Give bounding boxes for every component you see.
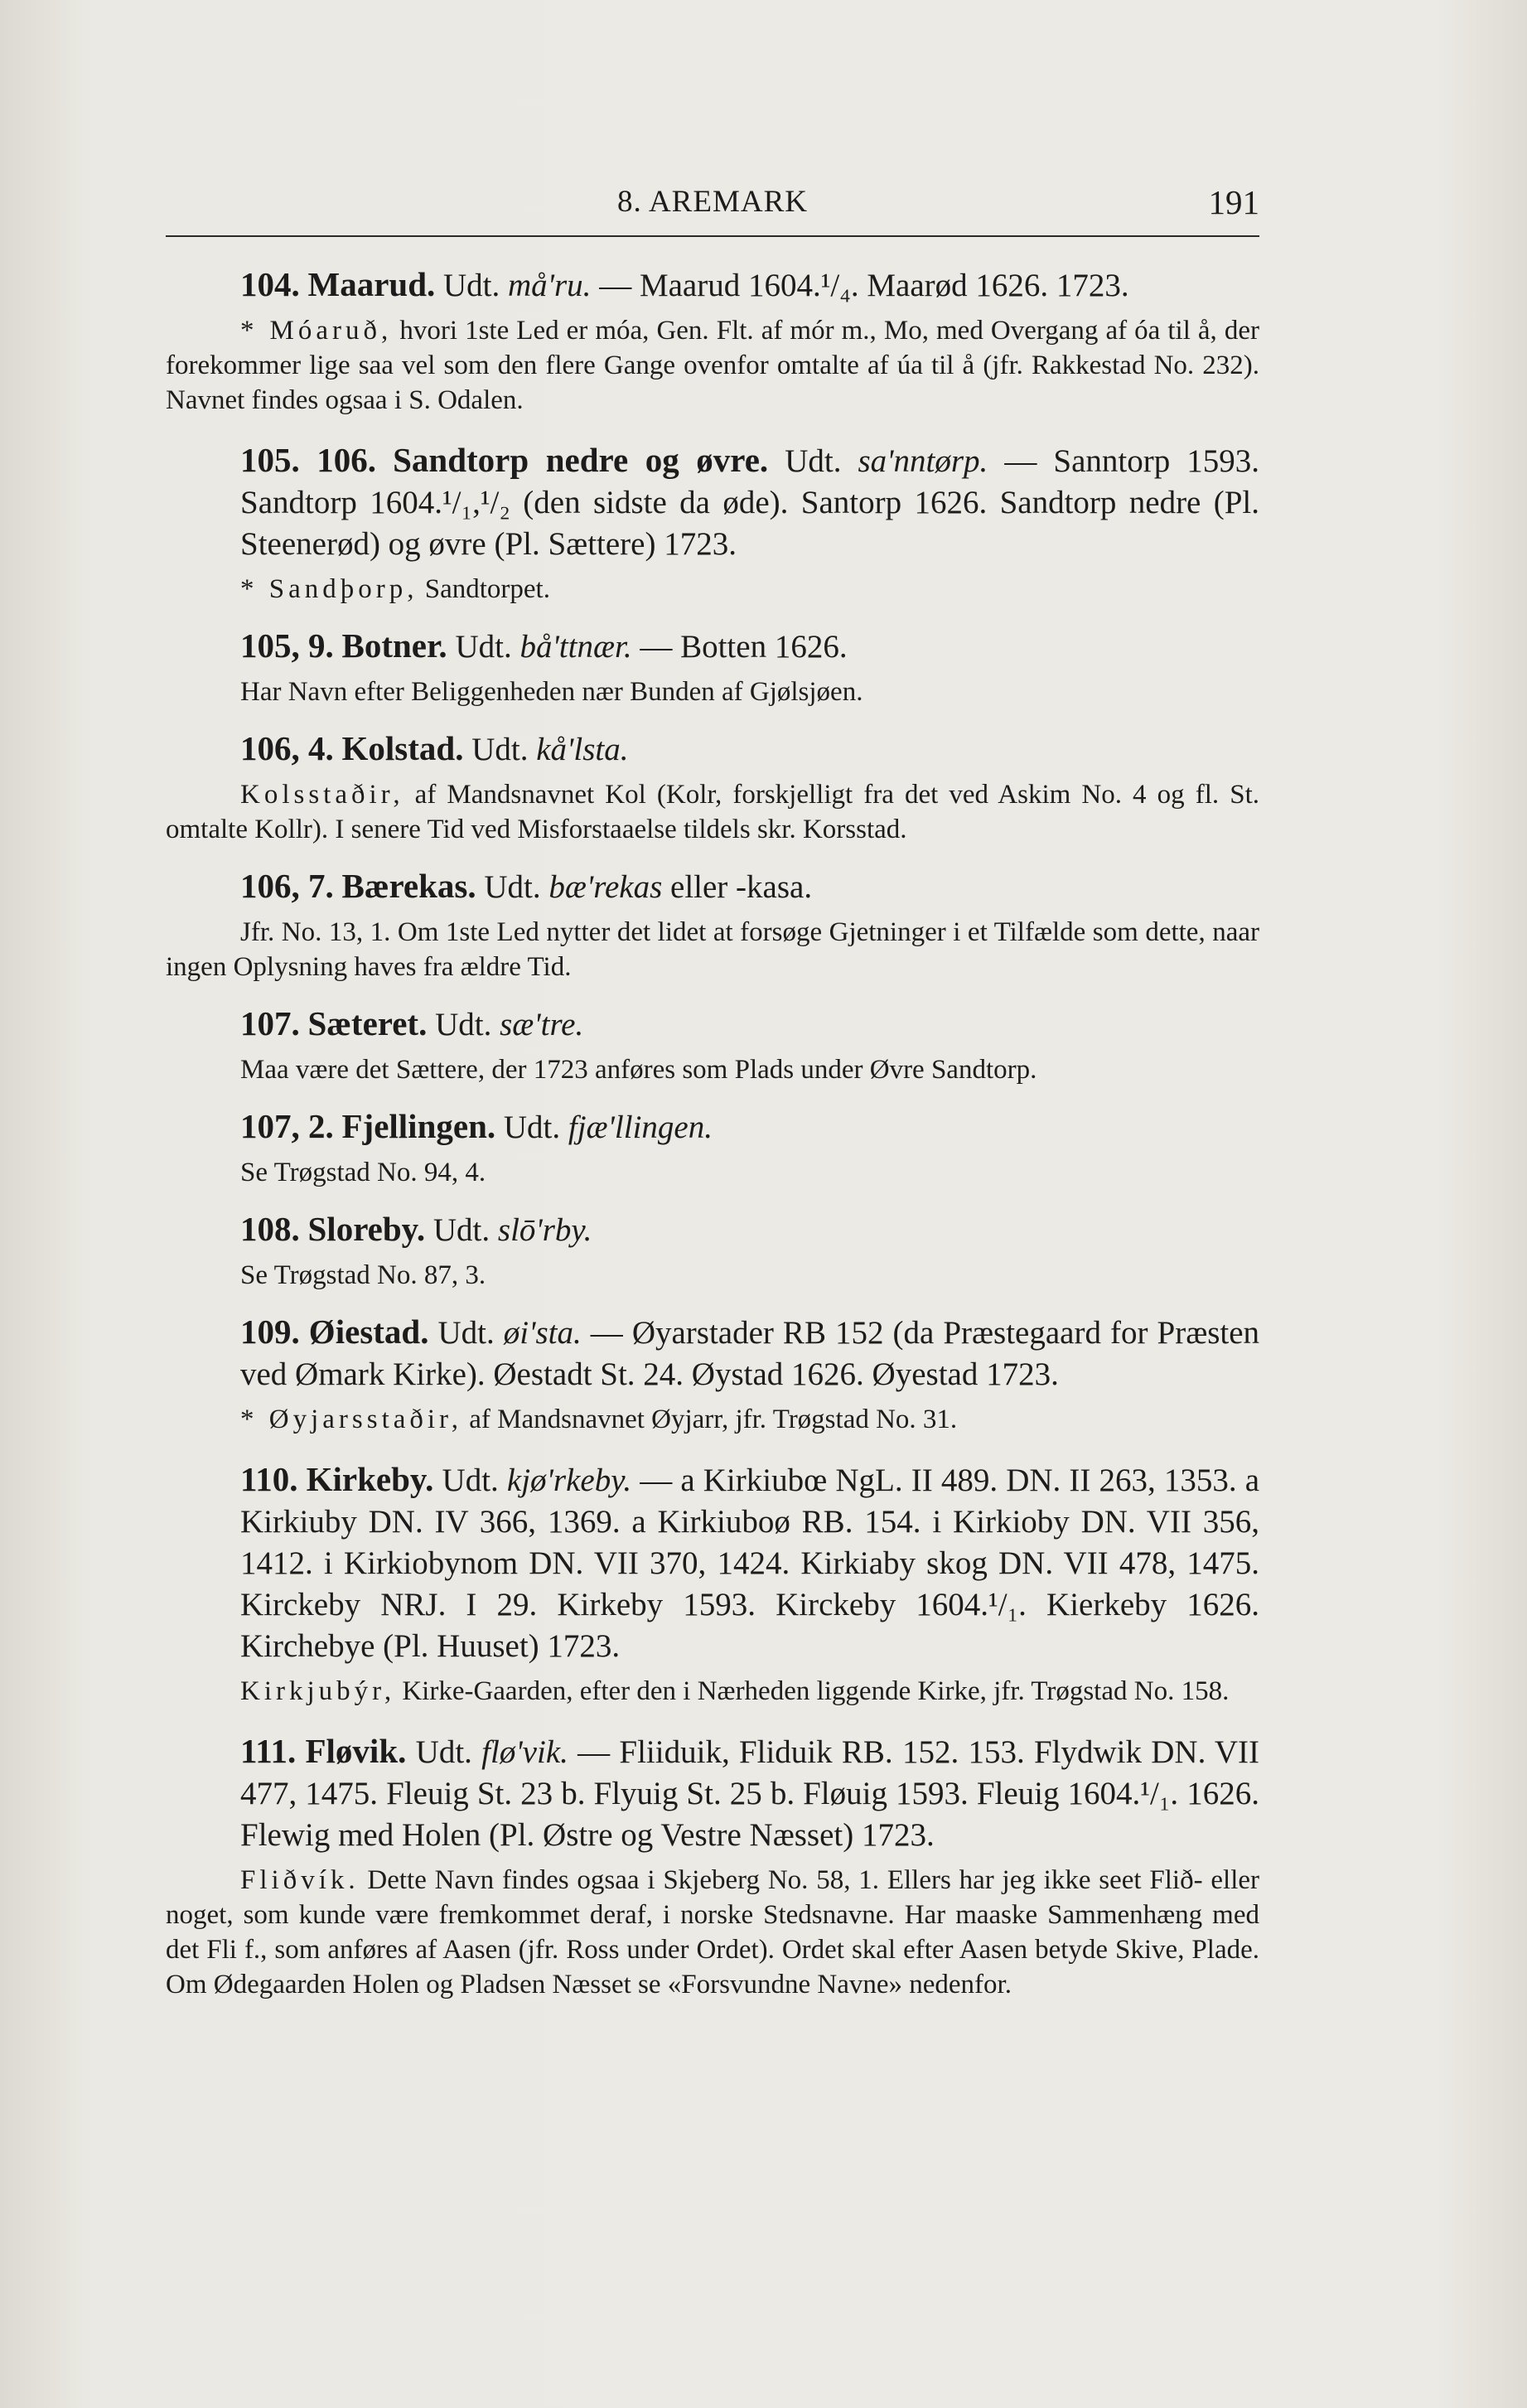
- udt-label: Udt.: [503, 1110, 561, 1145]
- entry-105-106: [166, 439, 1259, 607]
- pronunciation: kjø'rkeby.: [506, 1463, 632, 1498]
- entry-name: Øiestad.: [308, 1313, 429, 1351]
- entry-note: [166, 777, 1259, 847]
- entry-111: [166, 1730, 1259, 2002]
- entry-main: [166, 1208, 1259, 1251]
- entry-number: 108.: [240, 1210, 300, 1248]
- entry-main: [166, 439, 1259, 565]
- entry-number: 105. 106.: [240, 441, 377, 479]
- entry-105-9: [166, 625, 1259, 709]
- note-text: Se Trøgstad No. 94, 4.: [240, 1158, 486, 1187]
- note-text: af Mandsnavnet Kol (Kolr, forskjelligt fra det ved Askim No. 4 og fl. St. omtalte Kollr). I senere Tid ved Misforstaaelse tildels skr. Korsstad.: [166, 780, 1259, 844]
- entry-number: 107.: [240, 1004, 300, 1042]
- entry-name: Maarud.: [307, 265, 436, 303]
- pronunciation: bæ'rekas: [548, 869, 663, 905]
- entry-108: [166, 1208, 1259, 1293]
- entry-110: [166, 1458, 1259, 1709]
- pronunciation: slō'rby.: [497, 1212, 592, 1248]
- entry-number: 111.: [240, 1732, 297, 1770]
- pronunciation: øi'sta.: [503, 1315, 582, 1351]
- entry-number: 105, 9.: [240, 626, 334, 665]
- udt-label: Udt.: [455, 629, 512, 665]
- udt-label: Udt.: [785, 443, 842, 479]
- pronunciation: bå'ttnær.: [519, 629, 632, 665]
- pronunciation: sæ'tre.: [500, 1007, 584, 1042]
- entry-name: Sloreby.: [307, 1210, 426, 1248]
- entry-name: Kirkeby.: [306, 1460, 434, 1498]
- entry-107-2: [166, 1105, 1259, 1190]
- entry-main: [166, 1458, 1259, 1667]
- entry-name: Kolstad.: [341, 729, 464, 767]
- page-number: 191: [1208, 183, 1259, 221]
- entry-107: [166, 1003, 1259, 1087]
- entry-number: 106, 4.: [240, 729, 334, 767]
- entry-main: [166, 1311, 1259, 1395]
- note-text: Se Trøgstad No. 87, 3.: [240, 1260, 486, 1290]
- entry-text: — Maarud 1604.¹/₄. Maarød 1626. 1723.: [591, 268, 1129, 303]
- entry-text: eller -kasa.: [662, 869, 813, 905]
- pronunciation: flø'vik.: [481, 1734, 568, 1770]
- pronunciation: fjæ'llingen.: [568, 1110, 713, 1145]
- entry-note: [166, 313, 1259, 418]
- entry-main: [166, 264, 1259, 307]
- udt-label: Udt.: [437, 1315, 495, 1351]
- note-etymon: Kolsstaðir,: [240, 780, 404, 810]
- entry-text: — Øyarstader RB 152 (da Præstegaard for Præsten ved Ømark Kirke). Øestadt St. 24. Øystad 1626. Øyestad 1723.: [240, 1315, 1260, 1392]
- note-text: af Mandsnavnet Øyjarr, jfr. Trøgstad No. 31.: [461, 1405, 958, 1434]
- entry-name: Botner.: [341, 626, 447, 665]
- entry-note: [166, 1402, 1259, 1437]
- header-rule: [166, 235, 1259, 237]
- entry-note: [166, 675, 1259, 709]
- udt-label: Udt.: [435, 1007, 492, 1042]
- entry-number: 109.: [240, 1313, 300, 1351]
- entry-number: 110.: [240, 1460, 298, 1498]
- udt-label: Udt.: [415, 1734, 472, 1770]
- entry-main: [166, 625, 1259, 668]
- note-text: hvori 1ste Led er móa, Gen. Flt. af mór m., Mo, med Overgang af óa til å, der forekommer lige saa vel som den flere Gange ovenfor omtalte af úa til å (jfr. Rakkestad No. 232). Navnet findes ogsaa i S. Odalen.: [166, 316, 1260, 415]
- entry-name: Fjellingen.: [341, 1107, 496, 1145]
- entry-106-7: [166, 865, 1259, 984]
- entry-note: [166, 1258, 1259, 1293]
- udt-label: Udt.: [442, 1463, 499, 1498]
- note-text: Sandtorpet.: [418, 574, 550, 604]
- note-text: Har Navn efter Beliggenheden nær Bunden af Gjølsjøen.: [240, 677, 863, 707]
- entry-text: — Botten 1626.: [631, 629, 848, 665]
- note-text: Kirke-Gaarden, efter den i Nærheden liggende Kirke, jfr. Trøgstad No. 158.: [395, 1676, 1230, 1706]
- entry-number: 104.: [240, 265, 300, 303]
- entries-list: [166, 264, 1259, 2002]
- entry-note: [166, 1863, 1259, 2002]
- entry-text: — Sanntorp 1593. Sandtorp 1604.¹/₁,¹/₂ (den sidste da øde). Santorp 1626. Sandtorp nedre (Pl. Steenerød) og øvre (Pl. Sættere) 1723.: [240, 443, 1259, 562]
- udt-label: Udt.: [484, 869, 541, 905]
- note-etymon: Kirkjubýr,: [240, 1676, 396, 1706]
- note-etymon: * Øyjarsstaðir,: [240, 1405, 462, 1434]
- entry-note: [166, 915, 1259, 984]
- entry-note: [166, 1674, 1259, 1709]
- entry-main: [166, 1003, 1259, 1046]
- entry-number: 106, 7.: [240, 867, 334, 905]
- note-text: Dette Navn findes ogsaa i Skjeberg No. 58, 1. Ellers har jeg ikke seet Flið- eller noget, som kunde være fremkommet deraf, i norske Stedsnavne. Har maaske Sammenhæng med det Fli f., som anføres af Aasen (jfr. Ross under Ordet). Ordet skal efter Aasen betyde Skive, Plade. Om Ødegaarden Holen og Pladsen Næsset se «Forsvundne Navne» nedenfor.: [166, 1865, 1259, 1999]
- entry-main: [166, 1105, 1259, 1148]
- entry-name: Fløvik.: [305, 1732, 407, 1770]
- pronunciation: må'ru.: [508, 268, 592, 303]
- entry-note: [166, 1052, 1259, 1087]
- note-text: Jfr. No. 13, 1. Om 1ste Led nytter det lidet at forsøge Gjetninger i et Tilfælde som dette, naar ingen Oplysning haves fra ældre Tid.: [166, 917, 1259, 982]
- udt-label: Udt.: [471, 732, 529, 767]
- udt-label: Udt.: [443, 268, 500, 303]
- entry-main: [166, 1730, 1259, 1856]
- entry-109: [166, 1311, 1259, 1437]
- udt-label: Udt.: [432, 1212, 490, 1248]
- entry-main: [166, 865, 1259, 908]
- chapter-title: 8. AREMARK: [617, 185, 808, 219]
- entry-text: — Fliiduik, Fliduik RB. 152. 153. Flydwik DN. VII 477, 1475. Fleuig St. 23 b. Flyuig St. 25 b. Fløuig 1593. Fleuig 1604.¹/₁. 1626. Flewig med Holen (Pl. Østre og Vestre Næsset) 1723.: [240, 1734, 1260, 1853]
- entry-main: [166, 728, 1259, 771]
- pronunciation: kå'lsta.: [536, 732, 629, 767]
- entry-name: Sæteret.: [307, 1004, 428, 1042]
- note-etymon: Fliðvík.: [240, 1865, 360, 1895]
- entry-note: [166, 572, 1259, 607]
- note-etymon: * Sandþorp,: [240, 574, 418, 604]
- page-header: [166, 184, 1259, 222]
- entry-106-4: [166, 728, 1259, 847]
- entry-name: Sandtorp nedre og øvre.: [393, 441, 769, 479]
- entry-number: 107, 2.: [240, 1107, 334, 1145]
- entry-name: Bærekas.: [341, 867, 476, 905]
- entry-text: — a Kirkiubœ NgL. II 489. DN. II 263, 1353. a Kirkiuby DN. IV 366, 1369. a Kirkiuboø RB. 154. i Kirkioby DN. VII 356, 1412. i Kirkiobynom DN. VII 370, 1424. Kirkiaby skog DN. VII 478, 1475. Kirckeby NRJ. I 29. Kirkeby 1593. Kirckeby 1604.¹/₁. Kierkeby 1626. Kirchebye (Pl. Huuset) 1723.: [240, 1463, 1260, 1664]
- pronunciation: sa'nntørp.: [858, 443, 988, 479]
- note-text: Maa være det Sættere, der 1723 anføres som Plads under Øvre Sandtorp.: [240, 1055, 1037, 1085]
- entry-104: [166, 264, 1259, 418]
- note-etymon: * Móaruð,: [240, 316, 393, 346]
- entry-note: [166, 1155, 1259, 1190]
